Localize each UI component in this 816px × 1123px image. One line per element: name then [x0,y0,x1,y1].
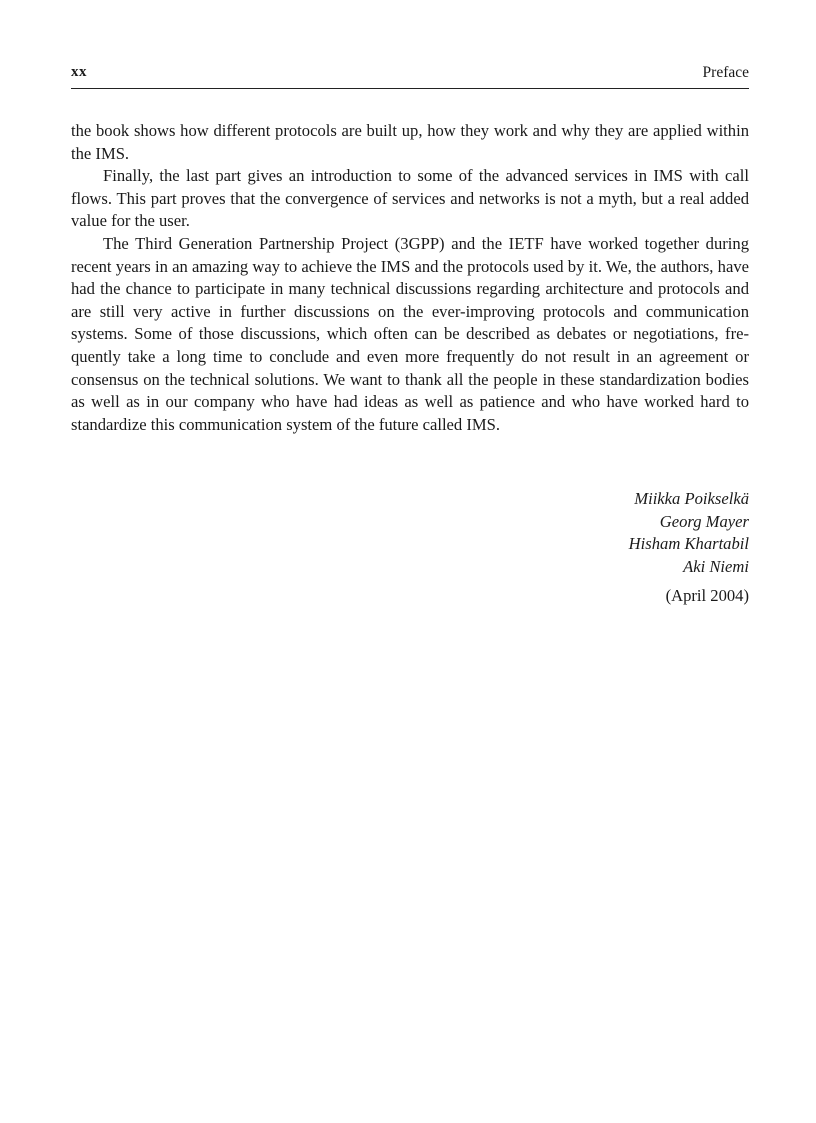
running-head-title: Preface [702,64,749,81]
preface-body [71,120,749,436]
page-header [71,62,749,89]
author-name: Hisham Khartabil [628,534,749,554]
page-number: xx [71,64,87,80]
author-signatures [629,488,749,578]
paragraph-acknowledgements: The Third Generation Partnership Project (3GPP) and the IETF have worked together during recent years in an amazing way to achieve the IMS and the protocols used by it. We, the authors, have had the chance to participate in many technical discussions regarding architecture and protocols and are still very active in further discussions on the ever-improving protocols and communication systems. Some of those discussions, which often can be described as debates or negotiations, frequently take a long time to conclude and even more frequently do not result in an agreement or consensus on the technical solutions. We want to thank all the people in these standardization bodies as well as in our company who have had ideas as well as patience and who have worked hard to standardize this communication system of the future called IMS. [71,233,749,434]
author-name: Aki Niemi [683,556,749,576]
paragraph-advanced-services: Finally, the last part gives an introduction to some of the advanced services in IMS with call flows. This part proves that the convergence of services and networks is not a myth, but a real added value for the user. [71,166,749,231]
author-name: Georg Mayer [659,511,749,531]
preface-date: (April 2004) [665,586,749,605]
paragraph-continuation: the book shows how different protocols are built up, how they work and why they are applied within the IMS. [71,121,749,163]
author-name: Miikka Poikselkä [634,489,749,508]
